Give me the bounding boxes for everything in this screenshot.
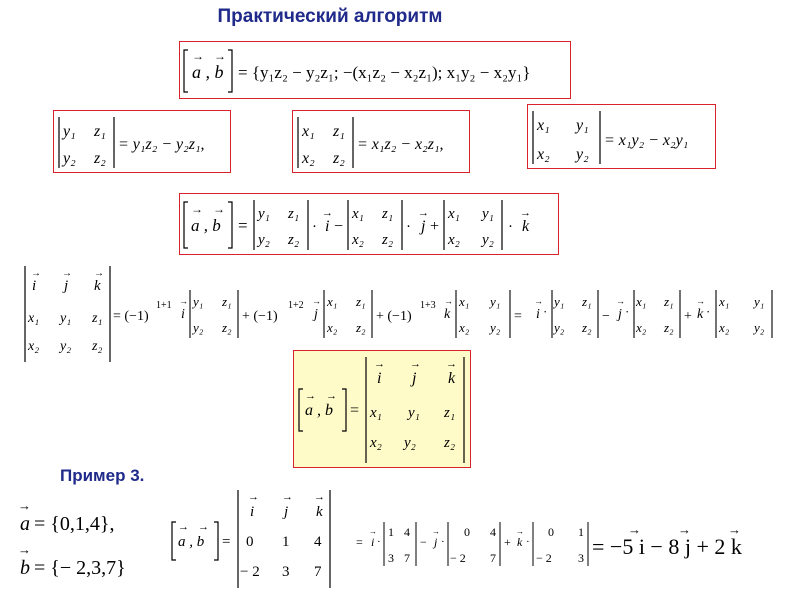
svg-text:→: → — [94, 268, 104, 279]
svg-text:z₂: z₂ — [356, 320, 366, 335]
svg-text:i: i — [32, 278, 37, 294]
svg-text:y₁: y₁ — [60, 311, 72, 326]
svg-text:z₂: z₂ — [92, 339, 103, 354]
svg-text:x₂: x₂ — [28, 339, 40, 354]
svg-text:= −5 i − 8 j + 2 k: = −5 i − 8 j + 2 k — [592, 534, 742, 559]
svg-text:z₁: z₁ — [582, 294, 592, 309]
svg-text:0: 0 — [246, 534, 254, 550]
svg-text:i: i — [377, 370, 382, 387]
det-xz-box — [292, 110, 470, 173]
svg-text:y₁: y₁ — [490, 294, 501, 309]
svg-text:z₂: z₂ — [582, 320, 592, 335]
svg-text:→: → — [248, 491, 259, 503]
svg-text:→: → — [322, 207, 333, 219]
det-yz-result: = y₁z₂ − y₂z₁, — [118, 136, 205, 153]
svg-text:→: → — [282, 491, 293, 503]
svg-text:1: 1 — [388, 525, 394, 539]
svg-text:+: + — [504, 535, 511, 549]
svg-text:7: 7 — [490, 551, 496, 565]
svg-text:k: k — [517, 535, 523, 549]
det-xy-box — [527, 104, 716, 169]
svg-text:→: → — [616, 296, 625, 306]
svg-text:→: → — [678, 522, 691, 537]
svg-text:j: j — [618, 307, 622, 322]
svg-text:k: k — [697, 307, 704, 322]
svg-text:→: → — [192, 49, 204, 63]
svg-text:·: · — [526, 536, 530, 548]
cross-product-formula — [180, 42, 572, 100]
det-xy-result: = x₁y₂ − x₂y₁ — [604, 132, 689, 149]
svg-text:−: − — [420, 535, 427, 549]
svg-text:→: → — [18, 498, 31, 513]
svg-text:1: 1 — [282, 534, 290, 550]
svg-text:k: k — [448, 370, 456, 387]
svg-text:j: j — [412, 370, 417, 387]
svg-text:+: + — [684, 309, 692, 324]
svg-text:y₂: y₂ — [554, 320, 565, 335]
svg-text:z₁: z₁ — [356, 294, 366, 309]
svg-text:y₂: y₂ — [63, 150, 76, 167]
svg-text:→: → — [326, 390, 337, 402]
svg-text:+ (−1): + (−1) — [242, 309, 278, 324]
svg-text:− 2: − 2 — [536, 551, 552, 565]
svg-text:→: → — [628, 522, 641, 537]
svg-text:1+2: 1+2 — [288, 300, 304, 311]
svg-text:− 2: − 2 — [450, 551, 466, 565]
svg-text:x₂: x₂ — [448, 232, 460, 248]
svg-text:y₁: y₁ — [482, 206, 494, 222]
svg-text:→: → — [369, 527, 377, 536]
svg-text:4: 4 — [490, 525, 496, 539]
svg-text:·: · — [441, 536, 445, 548]
svg-text:x₁: x₁ — [459, 294, 470, 309]
svg-text:0: 0 — [548, 525, 554, 539]
svg-text:z₁: z₁ — [444, 405, 456, 421]
svg-text:= {0,1,4},: = {0,1,4}, — [34, 513, 115, 535]
svg-text:i: i — [536, 307, 540, 322]
svg-text:z₂: z₂ — [382, 232, 394, 248]
svg-text:→: → — [418, 207, 429, 219]
svg-text:x₂: x₂ — [459, 320, 470, 335]
cross-minors-formula — [180, 194, 560, 256]
svg-text:i: i — [181, 307, 185, 322]
svg-text:·: · — [543, 304, 548, 319]
svg-text:=: = — [238, 216, 248, 235]
svg-text:x₂: x₂ — [537, 146, 550, 163]
svg-text:·: · — [312, 219, 317, 235]
svg-text:7: 7 — [314, 564, 322, 580]
svg-text:z₂: z₂ — [94, 150, 106, 167]
det-xz-formula — [293, 111, 471, 174]
svg-text:·: · — [508, 219, 513, 235]
svg-text:→: → — [213, 202, 225, 216]
svg-text:→: → — [520, 207, 531, 219]
cross-product-formula-box — [179, 41, 571, 99]
svg-text:3: 3 — [388, 551, 394, 565]
svg-text:7: 7 — [404, 551, 410, 565]
svg-text:j: j — [284, 504, 289, 520]
svg-text:y₂: y₂ — [193, 320, 204, 335]
svg-text:y₁: y₁ — [576, 117, 589, 134]
det-xy-formula — [528, 105, 717, 170]
svg-text:4: 4 — [404, 525, 410, 539]
svg-text:y₂: y₂ — [258, 232, 270, 248]
svg-text:x₂: x₂ — [636, 320, 647, 335]
svg-text:→: → — [410, 358, 421, 370]
svg-text:1+3: 1+3 — [420, 300, 436, 311]
det-yz-formula — [54, 111, 232, 174]
svg-text:k: k — [444, 307, 451, 322]
svg-text:a: a — [20, 513, 30, 535]
det-xz-result: = x₁z₂ − x₂z₁, — [357, 136, 444, 153]
example-determinant — [170, 488, 338, 592]
svg-text:→: → — [305, 390, 316, 402]
svg-text:3: 3 — [578, 551, 584, 565]
svg-text:y₁: y₁ — [554, 294, 565, 309]
svg-text:z₂: z₂ — [288, 232, 300, 248]
svg-text:j: j — [64, 278, 69, 294]
svg-text:→: → — [178, 521, 189, 533]
svg-text:z₁: z₁ — [664, 294, 674, 309]
example-vectors — [16, 496, 156, 588]
svg-text:→: → — [728, 522, 741, 537]
svg-text:x₁: x₁ — [537, 117, 550, 134]
svg-text:i: i — [371, 535, 375, 549]
svg-text:0: 0 — [464, 525, 470, 539]
final-algorithm-box — [293, 350, 471, 468]
svg-text:y₂: y₂ — [576, 146, 589, 163]
svg-text:→: → — [214, 49, 226, 63]
svg-text:z₁: z₁ — [382, 206, 394, 222]
svg-text:y₂: y₂ — [482, 232, 494, 248]
svg-text:→: → — [31, 268, 41, 279]
svg-text:→: → — [191, 202, 203, 216]
svg-text:x₂: x₂ — [302, 150, 315, 167]
svg-text:− 2: − 2 — [240, 564, 260, 580]
page-title: Практический алгоритм — [217, 6, 443, 27]
svg-text:→: → — [62, 268, 72, 279]
svg-text:x₁: x₁ — [327, 294, 338, 309]
svg-text:·: · — [406, 219, 411, 235]
svg-text:→: → — [534, 296, 543, 306]
svg-text:→: → — [432, 527, 440, 536]
svg-text:k: k — [522, 218, 530, 235]
svg-text:x₁: x₁ — [28, 311, 40, 326]
svg-text:1: 1 — [578, 525, 584, 539]
svg-text:k: k — [94, 278, 101, 294]
svg-text:x₂: x₂ — [352, 232, 364, 248]
svg-text:x₁: x₁ — [370, 405, 382, 421]
svg-text:4: 4 — [314, 534, 322, 550]
svg-text:1+1: 1+1 — [156, 300, 172, 311]
svg-text:−: − — [602, 309, 610, 324]
svg-text:=: = — [514, 309, 522, 324]
svg-text:i: i — [250, 504, 255, 520]
svg-text:→: → — [312, 296, 321, 306]
svg-text:x₁: x₁ — [448, 206, 460, 222]
cross-minors-box — [179, 193, 559, 255]
svg-text:z₁: z₁ — [222, 294, 232, 309]
svg-text:→: → — [198, 521, 209, 533]
svg-text:y₁: y₁ — [408, 405, 420, 421]
svg-text:z₂: z₂ — [444, 435, 456, 451]
svg-text:=: = — [356, 535, 363, 549]
svg-text:→: → — [179, 296, 188, 306]
svg-text:y₂: y₂ — [490, 320, 501, 335]
svg-text:→: → — [696, 296, 705, 306]
svg-text:z₁: z₁ — [94, 123, 106, 140]
svg-text:z₁: z₁ — [333, 123, 345, 140]
svg-text:a , b: a , b — [178, 534, 205, 550]
svg-text:k: k — [316, 504, 323, 520]
svg-text:·: · — [625, 304, 630, 319]
svg-text:−: − — [334, 218, 344, 235]
svg-text:x₁: x₁ — [636, 294, 647, 309]
svg-text:z₂: z₂ — [333, 150, 345, 167]
example-title: Пример 3. — [60, 466, 145, 485]
svg-text:y₂: y₂ — [754, 320, 765, 335]
svg-text:z₂: z₂ — [222, 320, 232, 335]
svg-text:3: 3 — [282, 564, 290, 580]
svg-text:→: → — [18, 542, 31, 557]
example-result — [352, 512, 772, 572]
svg-text:x₂: x₂ — [327, 320, 338, 335]
svg-text:z₂: z₂ — [664, 320, 674, 335]
svg-text:b: b — [20, 557, 30, 579]
svg-text:→: → — [516, 527, 524, 536]
svg-text:a , b: a , b — [192, 62, 224, 82]
svg-text:x₂: x₂ — [370, 435, 382, 451]
svg-text:y₂: y₂ — [404, 435, 416, 451]
svg-text:x₁: x₁ — [302, 123, 315, 140]
svg-text:a , b: a , b — [305, 402, 333, 419]
svg-text:y₁: y₁ — [193, 294, 204, 309]
svg-text:·: · — [377, 536, 381, 548]
svg-text:x₁: x₁ — [352, 206, 364, 222]
svg-text:x₂: x₂ — [719, 320, 730, 335]
cross-components-text: = {y₁z₂ − y₂z₁; −(x₁z₂ − x₂z₁); x₁y₂ − x₂y₁} — [238, 63, 531, 82]
svg-text:+ (−1): + (−1) — [376, 309, 412, 324]
svg-text:j: j — [421, 218, 426, 235]
svg-text:=: = — [350, 402, 360, 419]
svg-text:x₁: x₁ — [719, 294, 730, 309]
svg-text:→: → — [314, 491, 325, 503]
svg-text:j: j — [434, 535, 438, 549]
svg-text:z₁: z₁ — [92, 311, 103, 326]
svg-text:z₁: z₁ — [288, 206, 300, 222]
svg-text:→: → — [446, 358, 457, 370]
svg-text:j: j — [314, 307, 318, 322]
det-yz-box — [53, 110, 231, 173]
svg-text:+: + — [430, 218, 440, 235]
svg-text:y₁: y₁ — [258, 206, 270, 222]
svg-text:a , b: a , b — [191, 216, 221, 235]
svg-text:→: → — [444, 296, 453, 306]
svg-text:→: → — [374, 358, 385, 370]
svg-text:= (−1): = (−1) — [113, 309, 149, 324]
svg-text:y₁: y₁ — [63, 123, 76, 140]
svg-text:y₂: y₂ — [60, 339, 72, 354]
svg-text:y₁: y₁ — [754, 294, 765, 309]
svg-text:·: · — [706, 304, 711, 319]
svg-text:=: = — [222, 534, 231, 550]
svg-text:= {− 2,3,7}: = {− 2,3,7} — [34, 557, 126, 579]
svg-text:i: i — [325, 218, 330, 235]
final-algorithm-formula — [294, 351, 472, 469]
